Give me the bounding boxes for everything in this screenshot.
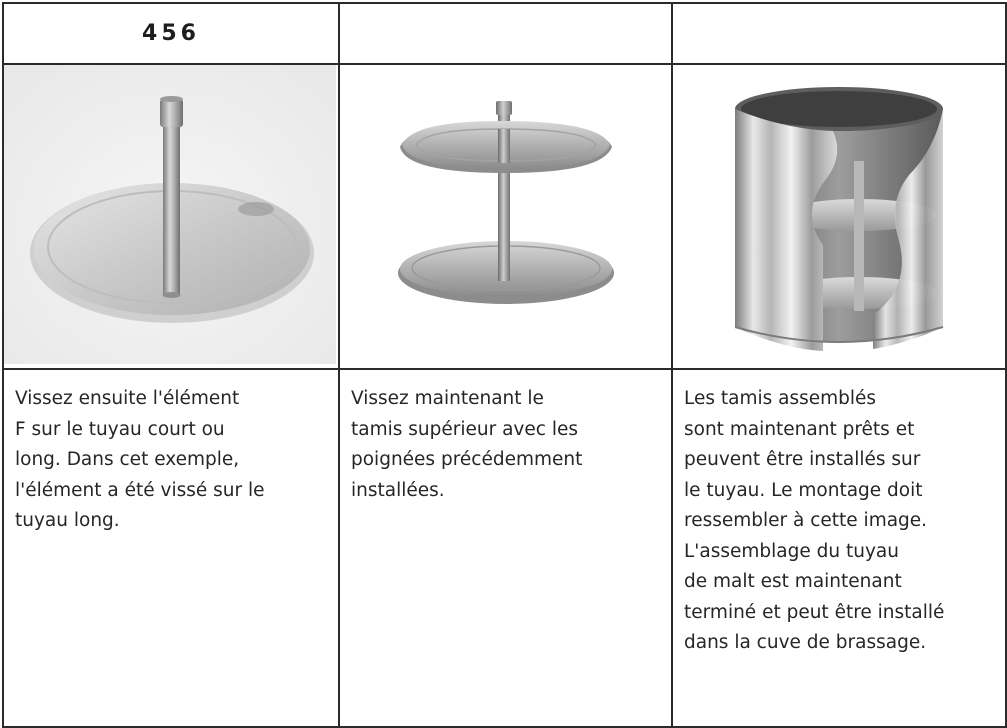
description-cell-2 — [339, 369, 672, 727]
step-description: Vissez ensuite l'élément F sur le tuyau court ou long. Dans cet exemple, l'élément a été vissé sur le tuyau long. — [15, 388, 265, 531]
description-cell-3 — [672, 369, 1006, 727]
step-description: Vissez maintenant le tamis supérieur avec les poignées précédemment installées. — [351, 388, 583, 501]
image-row — [3, 64, 1006, 369]
header-cell-1 — [3, 3, 339, 64]
header-cell-2 — [339, 3, 672, 64]
step-description: Les tamis assemblés sont maintenant prêts et peuvent être installés sur le tuyau. Le montage doit ressembler à cette image. L'assemblage du tuyau de malt est maintenant terminé et peut être installé dans la cuve de brassage. — [684, 388, 945, 653]
header-cell-3 — [672, 3, 1006, 64]
image-cell-3 — [672, 64, 1006, 369]
image-cell-2 — [339, 64, 672, 369]
header-row — [3, 3, 1006, 64]
single-sieve-on-pipe-photo — [4, 65, 336, 364]
image-cell-1 — [3, 64, 339, 369]
two-sieves-assembled-photo — [340, 65, 669, 364]
description-row — [3, 369, 1006, 727]
sieves-inside-cylinder-photo — [673, 65, 1003, 364]
instruction-table — [2, 2, 1007, 728]
step-number: 456 — [142, 21, 200, 46]
description-cell-1 — [3, 369, 339, 727]
